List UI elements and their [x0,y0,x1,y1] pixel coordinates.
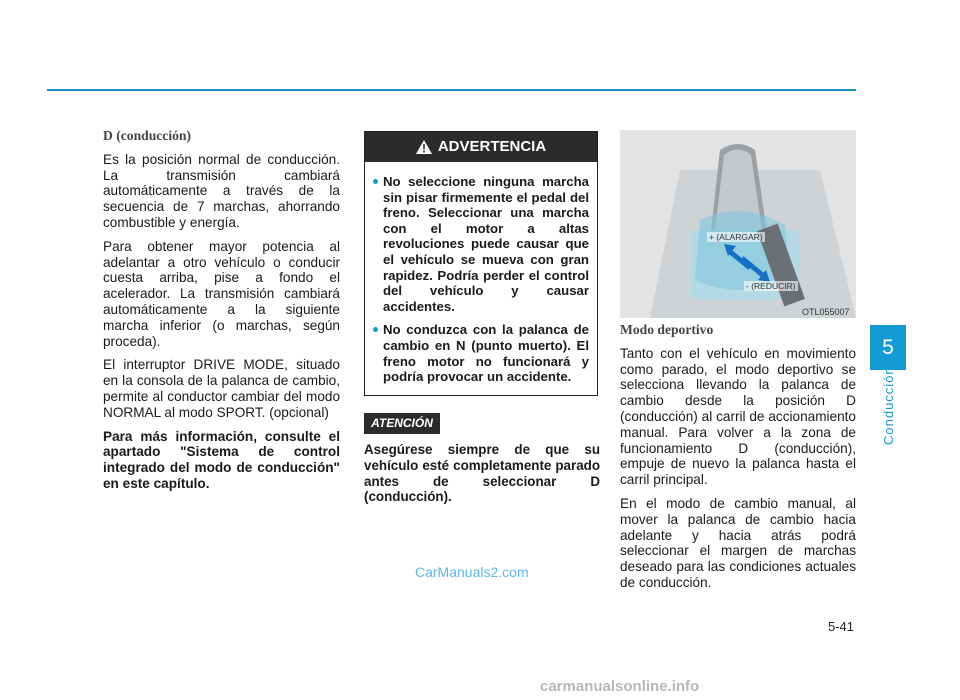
shift-down-label: - (REDUCIR) [746,281,796,291]
warning-triangle-icon [416,140,432,154]
gear-lever-drawing [620,130,856,318]
warning-title: ADVERTENCIA [437,138,547,155]
warning-item [373,174,589,314]
paragraph: Tanto con el vehículo en movimiento como parado, el modo deportivo se selecciona llevando la palanca de cambio desde la posición D (conducción) al carril de accionamiento manual. Para volver a la zona de funcionamiento D (conducción), empuje de nuevo la palanca hasta el carril principal. [620,345,856,488]
chapter-number-tab: 5 [870,325,906,370]
paragraph: El interruptor DRIVE MODE, situado en la consola de la palanca de cambio, permite al conductor cambiar del modo NORMAL al modo SPORT. (opcional) [103,357,340,420]
watermark-link[interactable]: CarManuals2.com [415,564,529,580]
warning-box [364,131,598,396]
warning-list [373,174,589,385]
attention-text: Asegúrese siempre de que su vehículo esté completamente parado antes de seleccionar D (conducción). [364,442,600,505]
page-number: 5-41 [828,619,855,634]
section-heading-sport: Modo deportivo [620,322,714,337]
header-rule [47,89,856,91]
figure-code: OTL055007 [802,307,850,317]
shift-up-label: + (ALARGAR) [709,232,763,242]
footer-watermark: carmanualsonline.info [540,678,700,695]
left-column [103,128,340,500]
paragraph: En el modo de cambio manual, al mover la palanca de cambio hacia adelante y hacia atrás podrá seleccionar el margen de marchas deseado para las condiciones actuales de conducción. [620,495,856,590]
bullet-icon [373,327,378,332]
warning-item-text: No seleccione ninguna marcha sin pisar firmemente el pedal del freno. Seleccionar una marcha con el motor a altas revoluciones puede causar que el vehículo se mueva con gran rapidez. Podría perder el control del vehículo y causar accidentes. [383,174,589,314]
warning-item [373,322,589,384]
chapter-title: Conducción [881,366,896,445]
attention-label: ATENCIÓN [364,413,440,434]
right-column [620,322,856,599]
warning-item-text: No conduzca con la palanca de cambio en N (punto muerto). El freno motor no funcionará y podría provocar un accidente. [383,322,589,385]
reference-paragraph: Para más información, consulte el apartado "Sistema de control integrado del modo de conducción" en este capítulo. [103,428,340,491]
paragraph: Para obtener mayor potencia al adelantar a otro vehículo o conducir cuesta arriba, pise a fondo el acelerador. La transmisión cambiará automáticamente a la siguiente marcha inferior (o marchas, según proceda). [103,238,340,349]
section-heading-d: D (conducción) [103,128,191,143]
bullet-icon [373,179,378,184]
gear-lever-illustration [620,130,856,318]
paragraph: Es la posición normal de conducción. La transmisión cambiará automáticamente a través de la secuencia de 7 marchas, ahorrando combustible y energía. [103,151,340,230]
warning-header [365,132,597,162]
